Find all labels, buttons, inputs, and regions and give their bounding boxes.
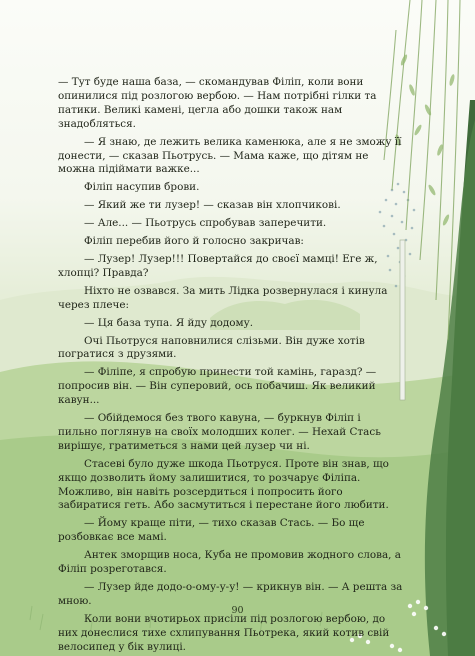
paragraph-4: — Який же ти лузер! — сказав він хлопчикові. xyxy=(84,199,341,212)
paragraph-17: Коли вони вчотирьох присіли під розлогою вербою, до них донеслися тихе схлипування Пьотрека, який котив свій велосипед у бік вулиці. xyxy=(58,612,390,653)
paragraph-2: — Я знаю, де лежить велика каменюка, але я не зможу її донести, — сказав Пьотрусь. — Мама каже, що дітям не можна підіймати важке... xyxy=(58,135,402,176)
paragraph-8: Ніхто не озвався. За мить Лідка розвернулася і кинула через плече: xyxy=(58,284,388,311)
paragraph-13: Стасеві було дуже шкода Пьотруся. Проте він знав, що якщо дозволить йому залишитися, то розчарує Філіпа. Можливо, він навіть розсердиться і попросить його забиратися геть. Або засмутиться і перестане його любити. xyxy=(58,457,389,512)
paragraph-10: Очі Пьотруся наповнилися слізьми. Він дуже хотів погратися з друзями. xyxy=(58,334,365,361)
paragraph-14: — Йому краще піти, — тихо сказав Стась. — Бо ще розбовкає все мамі. xyxy=(58,517,365,544)
page-number: 90 xyxy=(231,605,244,616)
paragraph-15: Антек зморщив носа, Куба не промовив жодного слова, а Філіп розреготався. xyxy=(58,549,401,576)
paragraph-16: — Лузер йде додо-о-ому-у-у! — крикнув він. — А решта за мною. xyxy=(58,581,403,607)
paragraph-7: — Лузер! Лузер!!! Повертайся до своєї мамці! Еге ж, хлопці? Правда? xyxy=(58,252,378,279)
willow-leaves xyxy=(395,54,456,227)
paragraph-12: — Обійдемося без твого кавуна, — буркнув Філіп і пильно поглянув на своїх молодших колег. — Нехай Стась вирішує, гратиметься з нами цей лузер чи ні. xyxy=(58,412,381,452)
paragraph-1: — Тут буде наша база, — скомандував Філіп, коли вони опинилися під розлогою вербою. — Нам потрібні гілки та патики. Великі камені, цегла або дошки також нам знадобляться. xyxy=(58,76,377,130)
paragraph-5: — Але... — Пьотрусь спробував заперечити. xyxy=(84,217,327,230)
paragraph-3: Філіп насупив брови. xyxy=(84,181,200,194)
paragraph-9: — Ця база тупа. Я йду додому. xyxy=(84,316,254,329)
paragraph-6: Філіп перебив його й голосно закричав: xyxy=(84,235,304,248)
paragraph-11: — Філіпе, я спробую принести той камінь, гаразд? — попросив він. — Він суперовий, ось побачиш. Як великий кавун... xyxy=(58,366,377,407)
story-text xyxy=(58,76,403,656)
